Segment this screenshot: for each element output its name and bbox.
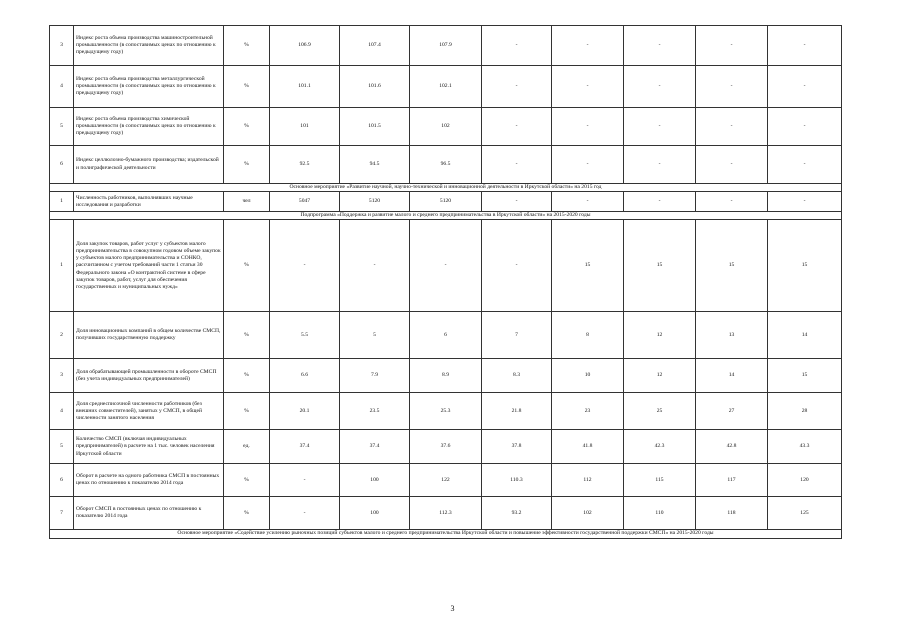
indicator-name: Численность работников, выполнявших научные исследования и разработки	[74, 192, 224, 212]
value-cell: 106.9	[270, 26, 340, 66]
row-number: 6	[50, 464, 74, 497]
value-cell: 14	[696, 359, 768, 393]
value-cell: 37.8	[482, 430, 552, 464]
value-cell: 5120	[410, 192, 482, 212]
value-cell: -	[624, 26, 696, 66]
value-cell: 94.5	[340, 146, 410, 184]
value-cell: 12	[624, 312, 696, 359]
indicator-name: Индекс роста объема производства машиностроительной промышленности (в сопоставимых ценах по отношению к предыдущему году)	[74, 26, 224, 66]
value-cell: -	[768, 108, 842, 146]
value-cell: 20.1	[270, 393, 340, 430]
value-cell: -	[624, 108, 696, 146]
value-cell: 23.5	[340, 393, 410, 430]
value-cell: -	[482, 192, 552, 212]
table-row	[50, 393, 842, 430]
row-number: 4	[50, 393, 74, 430]
value-cell: 8.9	[410, 359, 482, 393]
value-cell: 37.6	[410, 430, 482, 464]
value-cell: -	[696, 192, 768, 212]
row-number: 7	[50, 497, 74, 530]
value-cell: 112	[552, 464, 624, 497]
value-cell: -	[768, 66, 842, 108]
value-cell: -	[552, 192, 624, 212]
value-cell: -	[482, 146, 552, 184]
value-cell: 42.8	[696, 430, 768, 464]
value-cell: -	[552, 66, 624, 108]
value-cell: 13	[696, 312, 768, 359]
value-cell: 102.1	[410, 66, 482, 108]
value-cell: 10	[552, 359, 624, 393]
indicator-name: Доля инновационных компаний в общем количестве СМСП, получивших государственную поддержку	[74, 312, 224, 359]
value-cell: -	[696, 66, 768, 108]
section-title: Подпрограмма «Поддержка и развитие малого и среднего предпринимательства в Иркутской области» на 2015-2020 годы	[50, 212, 842, 220]
value-cell: 27	[696, 393, 768, 430]
value-cell: -	[270, 464, 340, 497]
row-number: 1	[50, 220, 74, 312]
indicator-name: Доля обрабатывающей промышленности в обороте СМСП (без учета индивидуальных предпринимателей)	[74, 359, 224, 393]
value-cell: 5.5	[270, 312, 340, 359]
value-cell: 100	[340, 497, 410, 530]
row-number: 4	[50, 66, 74, 108]
value-cell: 25	[624, 393, 696, 430]
section-title: Основное мероприятие «Содействие усилению рыночных позиций субъектов малого и среднего предпринимательства Иркутской области и повышение эффективности государственной поддержки СМСП» на 2015-2020 годы	[50, 530, 842, 538]
indicator-name: Количество СМСП (включая индивидуальных предпринимателей) в расчете на 1 тыс. человек населения Иркутской области	[74, 430, 224, 464]
value-cell: 112.3	[410, 497, 482, 530]
unit-cell: %	[224, 146, 270, 184]
value-cell: 101.1	[270, 66, 340, 108]
value-cell: -	[696, 26, 768, 66]
value-cell: 125	[768, 497, 842, 530]
table-row	[50, 312, 842, 359]
unit-cell: чел	[224, 192, 270, 212]
value-cell: 43.3	[768, 430, 842, 464]
value-cell: 117	[696, 464, 768, 497]
row-number: 6	[50, 146, 74, 184]
value-cell: 28	[768, 393, 842, 430]
value-cell: 15	[768, 359, 842, 393]
unit-cell: %	[224, 108, 270, 146]
value-cell: -	[768, 146, 842, 184]
section-row	[50, 530, 842, 538]
row-number: 5	[50, 108, 74, 146]
table-row	[50, 464, 842, 497]
value-cell: 21.8	[482, 393, 552, 430]
value-cell: 15	[624, 220, 696, 312]
value-cell: -	[768, 192, 842, 212]
value-cell: 120	[768, 464, 842, 497]
unit-cell: %	[224, 393, 270, 430]
row-number: 3	[50, 359, 74, 393]
value-cell: -	[482, 66, 552, 108]
value-cell: 107.4	[340, 26, 410, 66]
value-cell: 15	[696, 220, 768, 312]
value-cell: 101.6	[340, 66, 410, 108]
indicators-table	[49, 25, 842, 539]
indicator-name: Индекс целлюлозно-бумажного производства; издательской и полиграфической деятельности	[74, 146, 224, 184]
table-row	[50, 359, 842, 393]
unit-cell: %	[224, 312, 270, 359]
value-cell: 102	[552, 497, 624, 530]
unit-cell: %	[224, 359, 270, 393]
row-number: 3	[50, 26, 74, 66]
value-cell: 5047	[270, 192, 340, 212]
indicator-name: Индекс роста объема производства химической промышленности (в сопоставимых ценах по отношению к предыдущему году)	[74, 108, 224, 146]
value-cell: -	[270, 497, 340, 530]
value-cell: 15	[768, 220, 842, 312]
value-cell: 115	[624, 464, 696, 497]
value-cell: -	[410, 220, 482, 312]
value-cell: -	[696, 108, 768, 146]
unit-cell: %	[224, 26, 270, 66]
section-row	[50, 184, 842, 192]
value-cell: -	[270, 220, 340, 312]
unit-cell: %	[224, 497, 270, 530]
value-cell: 14	[768, 312, 842, 359]
section-row	[50, 212, 842, 220]
value-cell: 41.8	[552, 430, 624, 464]
value-cell: -	[768, 26, 842, 66]
indicator-name: Доля закупок товаров, работ услуг у субъектов малого предпринимательства в совокупном годовом объеме закупок у субъектов малого предпринимательства и СОНКО, рассчитанном с учетом требований части 1 статьи 30 Федерального закона «О контрактной системе в сфере закупок товаров, работ, услуг для обеспечения государственных и муниципальных нужд»	[74, 220, 224, 312]
table-row	[50, 497, 842, 530]
unit-cell: ед.	[224, 430, 270, 464]
value-cell: 15	[552, 220, 624, 312]
value-cell: 101	[270, 108, 340, 146]
value-cell: 110.3	[482, 464, 552, 497]
table-row	[50, 430, 842, 464]
value-cell: 110	[624, 497, 696, 530]
table-row	[50, 146, 842, 184]
indicator-name: Доля среднесписочной численности работников (без внешних совместителей), занятых у СМСП, в общей численности занятого населения	[74, 393, 224, 430]
value-cell: -	[552, 146, 624, 184]
value-cell: -	[696, 146, 768, 184]
value-cell: -	[340, 220, 410, 312]
value-cell: -	[482, 108, 552, 146]
row-number: 5	[50, 430, 74, 464]
value-cell: 92.5	[270, 146, 340, 184]
value-cell: 25.3	[410, 393, 482, 430]
indicator-name: Оборот СМСП в постоянных ценах по отношению к показателю 2014 года	[74, 497, 224, 530]
value-cell: 8.3	[482, 359, 552, 393]
table-row	[50, 220, 842, 312]
value-cell: 101.5	[340, 108, 410, 146]
value-cell: 100	[340, 464, 410, 497]
value-cell: 6.6	[270, 359, 340, 393]
value-cell: 23	[552, 393, 624, 430]
value-cell: 12	[624, 359, 696, 393]
value-cell: -	[552, 108, 624, 146]
value-cell: 102	[410, 108, 482, 146]
value-cell: 96.5	[410, 146, 482, 184]
value-cell: 42.3	[624, 430, 696, 464]
value-cell: 5120	[340, 192, 410, 212]
value-cell: 6	[410, 312, 482, 359]
value-cell: 8	[552, 312, 624, 359]
table-row	[50, 66, 842, 108]
table-row	[50, 26, 842, 66]
section-title: Основное мероприятие «Развитие научной, научно-технической и инновационной деятельности в Иркутской области» на 2015 год	[50, 184, 842, 192]
value-cell: 5	[340, 312, 410, 359]
unit-cell: %	[224, 220, 270, 312]
value-cell: -	[624, 66, 696, 108]
indicator-name: Индекс роста объема производства металлургической промышленности (в сопоставимых ценах по отношению к предыдущему году)	[74, 66, 224, 108]
unit-cell: %	[224, 464, 270, 497]
value-cell: 7.9	[340, 359, 410, 393]
value-cell: -	[482, 220, 552, 312]
value-cell: 37.4	[340, 430, 410, 464]
value-cell: 7	[482, 312, 552, 359]
row-number: 1	[50, 192, 74, 212]
unit-cell: %	[224, 66, 270, 108]
value-cell: 107.9	[410, 26, 482, 66]
row-number: 2	[50, 312, 74, 359]
table-row	[50, 108, 842, 146]
value-cell: -	[552, 26, 624, 66]
value-cell: 37.4	[270, 430, 340, 464]
value-cell: 122	[410, 464, 482, 497]
indicator-name: Оборот в расчете на одного работника СМСП в постоянных ценах по отношению к показателю 2014 года	[74, 464, 224, 497]
value-cell: -	[624, 192, 696, 212]
page-number: 3	[450, 604, 455, 613]
value-cell: -	[624, 146, 696, 184]
value-cell: 118	[696, 497, 768, 530]
value-cell: -	[482, 26, 552, 66]
table-row	[50, 192, 842, 212]
value-cell: 93.2	[482, 497, 552, 530]
